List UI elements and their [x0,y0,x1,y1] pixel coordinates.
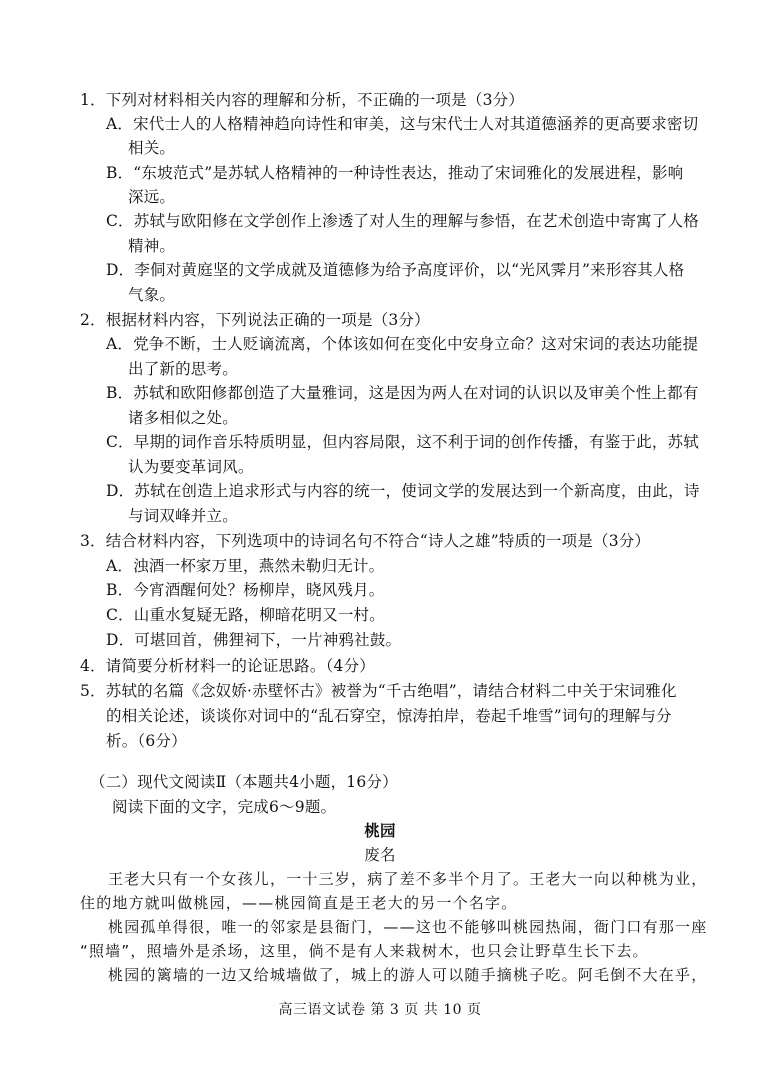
story-author: 废名 [364,846,396,864]
q1-option-d-cont: 气象。 [128,286,176,304]
q2-option-c-cont: 认为要变革词风。 [128,458,254,476]
q4-stem: 4．请简要分析材料一的论证思路。（4分） [80,657,375,675]
q1-stem: 1．下列对材料相关内容的理解和分析，不正确的一项是（3分） [80,91,525,109]
q3-option-a: A．浊酒一杯家万里，燕然未勒归无计。 [106,557,385,575]
page-footer: 高三语文试卷 第 3 页 共 10 页 [278,1002,482,1018]
q2-option-b: B．苏轼和欧阳修都创造了大量雅词，这是因为两人在对词的认识以及审美个性上都有 [106,384,699,402]
q1-option-a: A．宋代士人的人格精神趋向诗性和审美，这与宋代士人对其道德涵养的更高要求密切 [106,115,699,133]
q2-option-a: A．党争不断，士人贬谪流离，个体该如何在变化中安身立命？这对宋词的表达功能提 [106,335,699,353]
q5-stem-line3: 析。（6分） [106,732,187,750]
q1-option-b-cont: 深远。 [128,188,176,206]
q3-option-d: D．可堪回首，佛狸祠下，一片神鸦社鼓。 [106,631,402,649]
story-paragraph-1: 王老大只有一个女孩儿，一十三岁，病了差不多半个月了。王老大一向以种桃为业， [108,870,708,888]
q3-option-b: B．今宵酒醒何处？杨柳岸，晓风残月。 [106,581,385,599]
story-paragraph-2-cont: “照墙”，照墙外是杀场，这里，倘不是有人来栽树木，也只会让野草生长下去。 [80,942,649,960]
q1-option-b: B．“东坡范式”是苏轼人格精神的一种诗性表达，推动了宋词雅化的发展进程，影响 [106,164,684,182]
q3-stem: 3．结合材料内容，下列选项中的诗词名句不符合“诗人之雄”特质的一项是（3分） [80,532,651,550]
q5-stem-line1: 5．苏轼的名篇《念奴娇·赤壁怀古》被誉为“千古绝唱”，请结合材料二中关于宋词雅化 [80,682,677,700]
q2-option-a-cont: 出了新的思考。 [128,360,238,378]
story-paragraph-1-cont: 住的地方就叫做桃园，——桃园简直是王老大的另一个名字。 [80,894,518,912]
q2-stem: 2．根据材料内容，下列说法正确的一项是（3分） [80,311,430,329]
q2-option-b-cont: 诸多相似之处。 [128,409,238,427]
story-paragraph-3: 桃园的篱墙的一边又给城墙做了，城上的游人可以随手摘桃子吃。阿毛倒不大在乎， [108,966,708,984]
q1-option-d: D．李侗对黄庭坚的文学成就及道德修为给予高度评价，以“光风霁月”来形容其人格 [106,261,685,279]
q3-option-c: C．山重水复疑无路，柳暗花明又一村。 [106,606,385,624]
story-title: 桃园 [364,821,396,840]
q5-stem-line2: 的相关论述，谈谈你对词中的“乱石穿空，惊涛拍岸，卷起千堆雪”词句的理解与分 [106,707,672,725]
section-heading: （二）现代文阅读Ⅱ（本题共4小题，16分） [90,773,398,791]
q1-option-a-cont: 相关。 [128,139,176,157]
story-paragraph-2: 桃园孤单得很，唯一的邻家是县衙门，——这也不能够叫桃园热闹，衙门口有那一座 [108,918,708,936]
q1-option-c-cont: 精神。 [128,237,176,255]
q2-option-d: D．苏轼在创造上追求形式与内容的统一，使词文学的发展达到一个新高度，由此，诗 [106,482,700,500]
q2-option-d-cont: 与词双峰并立。 [128,507,238,525]
q2-option-c: C．早期的词作音乐特质明显，但内容局限，这不利于词的创作传播，有鉴于此，苏轼 [106,433,699,451]
section-instruction: 阅读下面的文字，完成6～9题。 [112,798,337,816]
q1-option-c: C．苏轼与欧阳修在文学创作上渗透了对人生的理解与参悟，在艺术创造中寄寓了人格 [106,212,699,230]
